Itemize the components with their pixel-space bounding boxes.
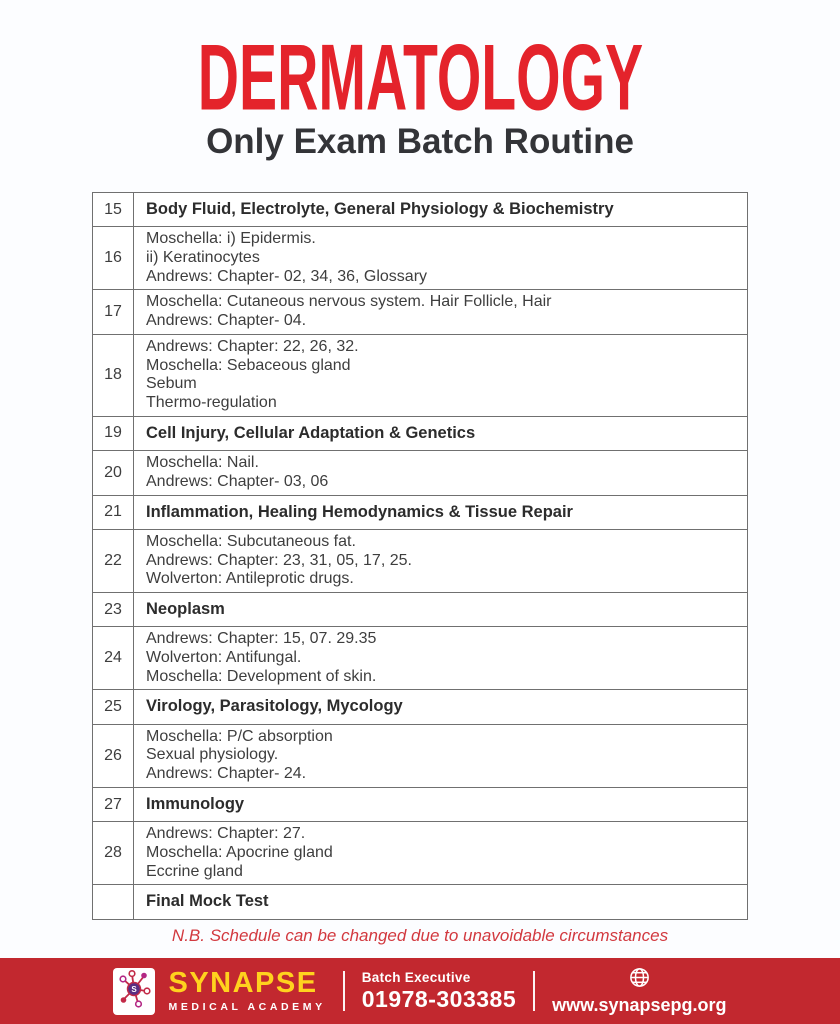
- brand-name: SYNAPSE: [168, 967, 318, 999]
- content-line: Cell Injury, Cellular Adaptation & Genetics: [146, 423, 476, 442]
- content-line: Andrews: Chapter- 24.: [146, 765, 307, 783]
- page-subtitle: Only Exam Batch Routine: [206, 122, 634, 161]
- content-line: Moschella: Development of skin.: [146, 667, 377, 685]
- row-content: [134, 417, 747, 450]
- row-number: 17: [93, 290, 134, 333]
- content-line: Andrews: Chapter- 04.: [146, 312, 307, 330]
- table-row: [93, 451, 747, 495]
- table-row: [93, 227, 747, 290]
- row-number: 16: [93, 227, 134, 289]
- table-row: [93, 530, 747, 593]
- table-row: [93, 290, 747, 334]
- row-content: [134, 451, 747, 494]
- content-line: Andrews: Chapter: 27.: [146, 825, 306, 843]
- content-line: Moschella: P/C absorption: [146, 727, 333, 745]
- phone-number: 01978-303385: [361, 985, 517, 1012]
- table-row: [93, 496, 747, 530]
- footer-divider: [343, 971, 345, 1011]
- row-content: [134, 530, 747, 592]
- table-row: [93, 593, 747, 627]
- footer-divider: [533, 971, 535, 1011]
- contact-block: [362, 970, 516, 1013]
- content-line: Body Fluid, Electrolyte, General Physiology & Biochemistry: [146, 200, 614, 218]
- batch-executive-label: Batch Executive: [361, 969, 471, 985]
- row-number: 22: [93, 530, 134, 592]
- content-line: Thermo-regulation: [146, 394, 277, 412]
- content-line: Wolverton: Antileprotic drugs.: [146, 570, 354, 588]
- schedule-note: N.B. Schedule can be changed due to unavoidable circumstances: [171, 926, 669, 945]
- content-line: Andrews: Chapter- 02, 34, 36, Glossary: [146, 267, 428, 285]
- row-content: [134, 822, 747, 884]
- content-line: Moschella: Sebaceous gland: [146, 356, 351, 374]
- row-number: 18: [93, 335, 134, 416]
- content-line: Moschella: Apocrine gland: [146, 843, 333, 861]
- content-line: Andrews: Chapter- 03, 06: [146, 472, 329, 490]
- content-line: Moschella: Cutaneous nervous system. Hair Follicle, Hair: [146, 293, 552, 311]
- content-line: Wolverton: Antifungal.: [146, 648, 302, 666]
- svg-text:S: S: [131, 984, 138, 994]
- row-number: 24: [93, 627, 134, 689]
- row-content: [134, 193, 747, 226]
- table-row: [93, 417, 747, 451]
- row-content: [134, 290, 747, 333]
- brand-subtitle: MEDICAL ACADEMY: [168, 1001, 326, 1013]
- page-title: DERMATOLOGY: [197, 24, 643, 130]
- row-number: 15: [93, 193, 134, 226]
- synapse-molecule-icon: [117, 969, 151, 1014]
- content-line: Moschella: i) Epidermis.: [146, 230, 316, 248]
- table-row: [93, 822, 747, 885]
- website-block: [552, 966, 726, 1016]
- content-line: Andrews: Chapter: 23, 31, 05, 17, 25.: [146, 551, 412, 569]
- content-line: Virology, Parasitology, Mycology: [146, 697, 403, 716]
- header: [0, 24, 840, 130]
- website-url: www.synapsepg.org: [552, 995, 727, 1015]
- row-number: 26: [93, 725, 134, 787]
- table-row: [93, 627, 747, 690]
- row-number: 27: [93, 788, 134, 821]
- content-line: Andrews: Chapter: 22, 26, 32.: [146, 337, 359, 355]
- table-row: [93, 690, 747, 724]
- row-number: 25: [93, 690, 134, 723]
- row-content: [134, 227, 747, 289]
- routine-table: [92, 192, 748, 920]
- row-content: [134, 885, 747, 918]
- content-line: Immunology: [146, 794, 245, 813]
- footer-content: [0, 958, 840, 1024]
- row-content: [134, 496, 747, 529]
- content-line: Moschella: Nail.: [146, 454, 259, 472]
- row-content: [134, 627, 747, 689]
- row-number: 23: [93, 593, 134, 626]
- row-content: [134, 593, 747, 626]
- row-content: [134, 788, 747, 821]
- table-row: [93, 193, 747, 227]
- content-line: Andrews: Chapter: 15, 07. 29.35: [146, 630, 377, 648]
- table-row: [93, 725, 747, 788]
- row-content: [134, 725, 747, 787]
- footer-bar: [0, 958, 840, 1024]
- table-row: [93, 335, 747, 417]
- row-number: 21: [93, 496, 134, 529]
- content-line: Final Mock Test: [146, 892, 269, 911]
- content-line: Neoplasm: [146, 599, 225, 618]
- table-row: [93, 885, 747, 918]
- content-line: Sebum: [146, 375, 197, 393]
- row-number: [93, 885, 134, 918]
- row-content: [134, 690, 747, 723]
- row-number: 20: [93, 451, 134, 494]
- table-row: [93, 788, 747, 822]
- content-line: Sexual physiology.: [146, 746, 279, 764]
- content-line: ii) Keratinocytes: [146, 249, 260, 267]
- content-line: Eccrine gland: [146, 862, 243, 880]
- synapse-logo: [113, 968, 155, 1015]
- row-number: 28: [93, 822, 134, 884]
- brand-block: [168, 969, 325, 1013]
- globe-icon: [628, 966, 651, 994]
- row-content: [134, 335, 747, 416]
- row-number: 19: [93, 417, 134, 450]
- content-line: Moschella: Subcutaneous fat.: [146, 532, 356, 550]
- content-line: Inflammation, Healing Hemodynamics & Tissue Repair: [146, 502, 573, 521]
